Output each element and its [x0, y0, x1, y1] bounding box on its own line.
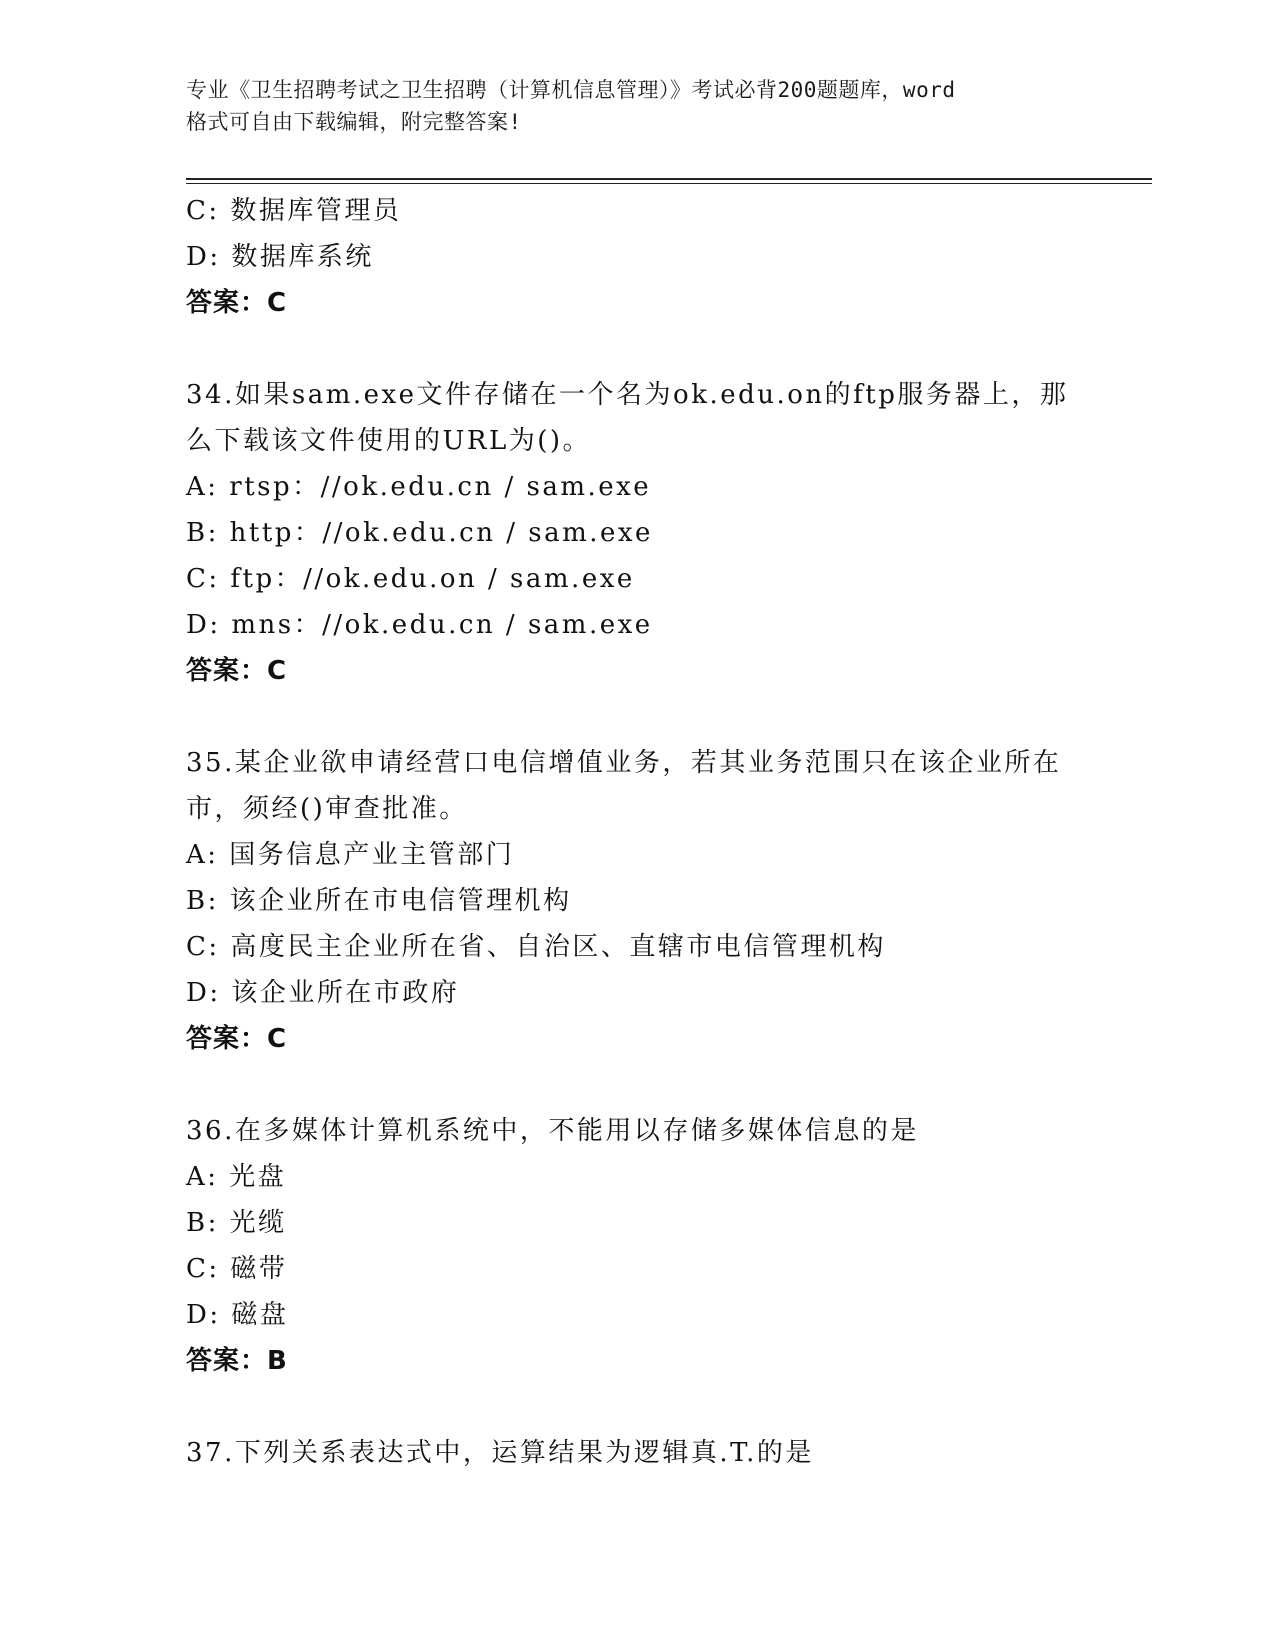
option-a: A: 国务信息产业主管部门 [186, 840, 515, 870]
answer: 答案：C [186, 288, 288, 318]
header-line-2: 格式可自由下载编辑，附完整答案! [186, 110, 522, 134]
option-d: D: 数据库系统 [186, 242, 374, 272]
question-37 [186, 1430, 1086, 1476]
question-text: 市，须经()审查批准。 [186, 794, 468, 824]
option-b: B: 光缆 [186, 1208, 287, 1238]
option-b: B: 该企业所在市电信管理机构 [186, 886, 572, 916]
option-a: A: 光盘 [186, 1162, 287, 1192]
previous-question-tail [186, 188, 1086, 326]
answer: 答案：B [186, 1346, 288, 1376]
question-text: 37.下列关系表达式中，运算结果为逻辑真.T.的是 [186, 1438, 814, 1468]
document-header [186, 74, 1086, 138]
question-text: 36.在多媒体计算机系统中，不能用以存储多媒体信息的是 [186, 1116, 919, 1146]
option-c: C: 数据库管理员 [186, 196, 402, 226]
option-b: B: http：//ok.edu.cn / sam.exe [186, 518, 653, 548]
option-d: D: mns：//ok.edu.cn / sam.exe [186, 610, 653, 640]
question-list [186, 188, 1086, 1476]
header-divider-thick [186, 178, 1152, 180]
option-c: C: 高度民主企业所在省、自治区、直辖市电信管理机构 [186, 932, 886, 962]
option-c: C: 磁带 [186, 1254, 288, 1284]
header-line-1: 专业《卫生招聘考试之卫生招聘（计算机信息管理）》考试必背200题题库，word [186, 78, 956, 102]
option-a: A: rtsp：//ok.edu.cn / sam.exe [186, 472, 652, 502]
header-divider-thin [186, 183, 1152, 184]
answer: 答案：C [186, 1024, 288, 1054]
question-36 [186, 1108, 1086, 1384]
question-35 [186, 740, 1086, 1062]
option-d: D: 该企业所在市政府 [186, 978, 460, 1008]
question-text: 35.某企业欲申请经营口电信增值业务，若其业务范围只在该企业所在 [186, 748, 1062, 778]
option-d: D: 磁盘 [186, 1300, 289, 1330]
question-34 [186, 372, 1086, 694]
answer: 答案：C [186, 656, 288, 686]
option-c: C: ftp：//ok.edu.on / sam.exe [186, 564, 635, 594]
question-text: 34.如果sam.exe文件存储在一个名为ok.edu.on的ftp服务器上，那 [186, 380, 1069, 410]
question-text: 么下载该文件使用的URL为()。 [186, 426, 592, 456]
